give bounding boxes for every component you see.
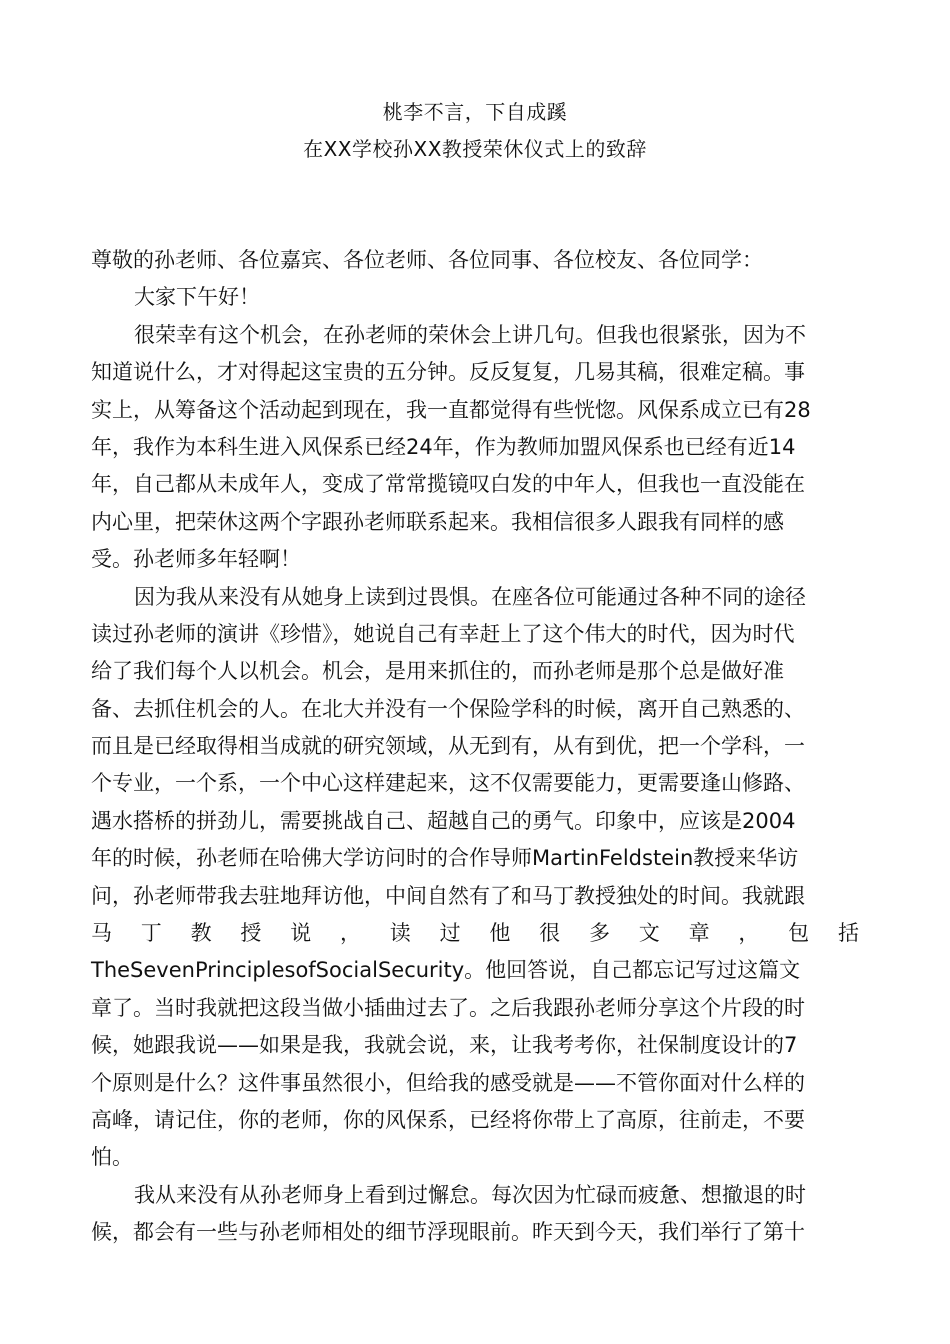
justified-char: 多 [588,921,610,946]
justified-char: ， [339,921,361,946]
paragraph-line: 章了。当时我就把这段当做小插曲过去了。之后我跟孙老师分享这个片段的时 [91,995,805,1020]
paragraph-2 [91,579,859,1177]
justified-char: 包 [788,921,810,946]
justified-char: 过 [439,921,461,946]
paragraph-line: 个专业，一个系，一个中心这样建起来，这不仅需要能力，更需要逢山修路、 [91,771,805,796]
justified-char: 很 [539,921,561,946]
paragraph-3 [91,1177,859,1252]
paragraph-line: 年的时候，孙老师在哈佛大学访问时的合作导师MartinFeldstein教授来华访 [91,846,799,871]
paragraph-line: TheSevenPrinciplesofSocialSecurity。他回答说，自己都忘记写过这篇文 [91,958,801,983]
document-body [91,242,859,1252]
paragraph-line: 年，自己都从未成年人，变成了常常揽镜叹白发的中年人，但我也一直没能在 [91,472,805,497]
paragraph-line: 个原则是什么？这件事虽然很小，但给我的感受就是——不管你面对什么样的 [91,1070,805,1095]
greeting: 大家下午好！ [134,285,260,310]
paragraph-line: 很荣幸有这个机会，在孙老师的荣休会上讲几句。但我也很紧张，因为不 [134,322,806,347]
paragraph-line: 因为我从来没有从她身上读到过畏惧。在座各位可能通过各种不同的途径 [134,584,806,609]
paragraph-line: 而且是已经取得相当成就的研究领域，从无到有，从有到优，把一个学科，一 [91,734,805,759]
paragraph-line: 问，孙老师带我去驻地拜访他，中间自然有了和马丁教授独处的时间。我就跟 [91,883,805,908]
paragraph-line: 怕。 [91,1145,133,1170]
justified-char: 文 [638,921,660,946]
paragraph-line: 实上，从筹备这个活动起到现在，我一直都觉得有些恍惚。风保系成立已有28 [91,397,811,422]
paragraph-line: 候，她跟我说——如果是我，我就会说，来，让我考考你，社保制度设计的7 [91,1033,798,1058]
justified-char: 教 [190,921,212,946]
justified-char: 他 [489,921,511,946]
justified-char: 章 [688,921,710,946]
document-subtitle: 在XX学校孙XX教授荣休仪式上的致辞 [303,137,647,161]
paragraph-line: 年，我作为本科生进入风保系已经24年，作为教师加盟风保系也已经有近14 [91,434,796,459]
justified-char: ， [738,921,760,946]
paragraph-line: 读过孙老师的演讲《珍惜》，她说自己有幸赶上了这个伟大的时代，因为时代 [91,621,795,646]
justified-char: 授 [240,921,262,946]
paragraph-line: 知道说什么，才对得起这宝贵的五分钟。反反复复，几易其稿，很难定稿。事 [91,360,805,385]
paragraph-line: 遇水搭桥的拼劲儿，需要挑战自己、超越自己的勇气。印象中，应该是2004 [91,808,796,833]
salutation: 尊敬的孙老师、各位嘉宾、各位老师、各位同事、各位校友、各位同学： [91,248,763,272]
paragraph-line: 给了我们每个人以机会。机会，是用来抓住的，而孙老师是那个总是做好准 [91,659,784,684]
paragraph-line: 高峰，请记住，你的老师，你的风保系，已经将你带上了高原，往前走，不要 [91,1107,805,1132]
paragraph-1 [91,317,859,579]
justified-char: 括 [837,921,859,946]
justified-char: 读 [389,921,411,946]
paragraph-line: 内心里，把荣休这两个字跟孙老师联系起来。我相信很多人跟我有同样的感 [91,509,784,534]
paragraph-line: 受。孙老师多年轻啊！ [91,547,301,572]
paragraph-line: 备、去抓住机会的人。在北大并没有一个保险学科的时候，离开自己熟悉的、 [91,696,805,721]
paragraph-line: 候，都会有一些与孙老师相处的细节浮现眼前。昨天到今天，我们举行了第十 [91,1220,805,1245]
paragraph-line-justified [91,915,859,952]
justified-char: 马 [91,921,112,946]
document-title: 桃李不言，下自成蹊 [382,100,568,124]
paragraph-line: 我从来没有从孙老师身上看到过懈怠。每次因为忙碌而疲惫、想撤退的时 [134,1182,806,1207]
justified-char: 说 [290,921,312,946]
justified-char: 丁 [140,921,162,946]
